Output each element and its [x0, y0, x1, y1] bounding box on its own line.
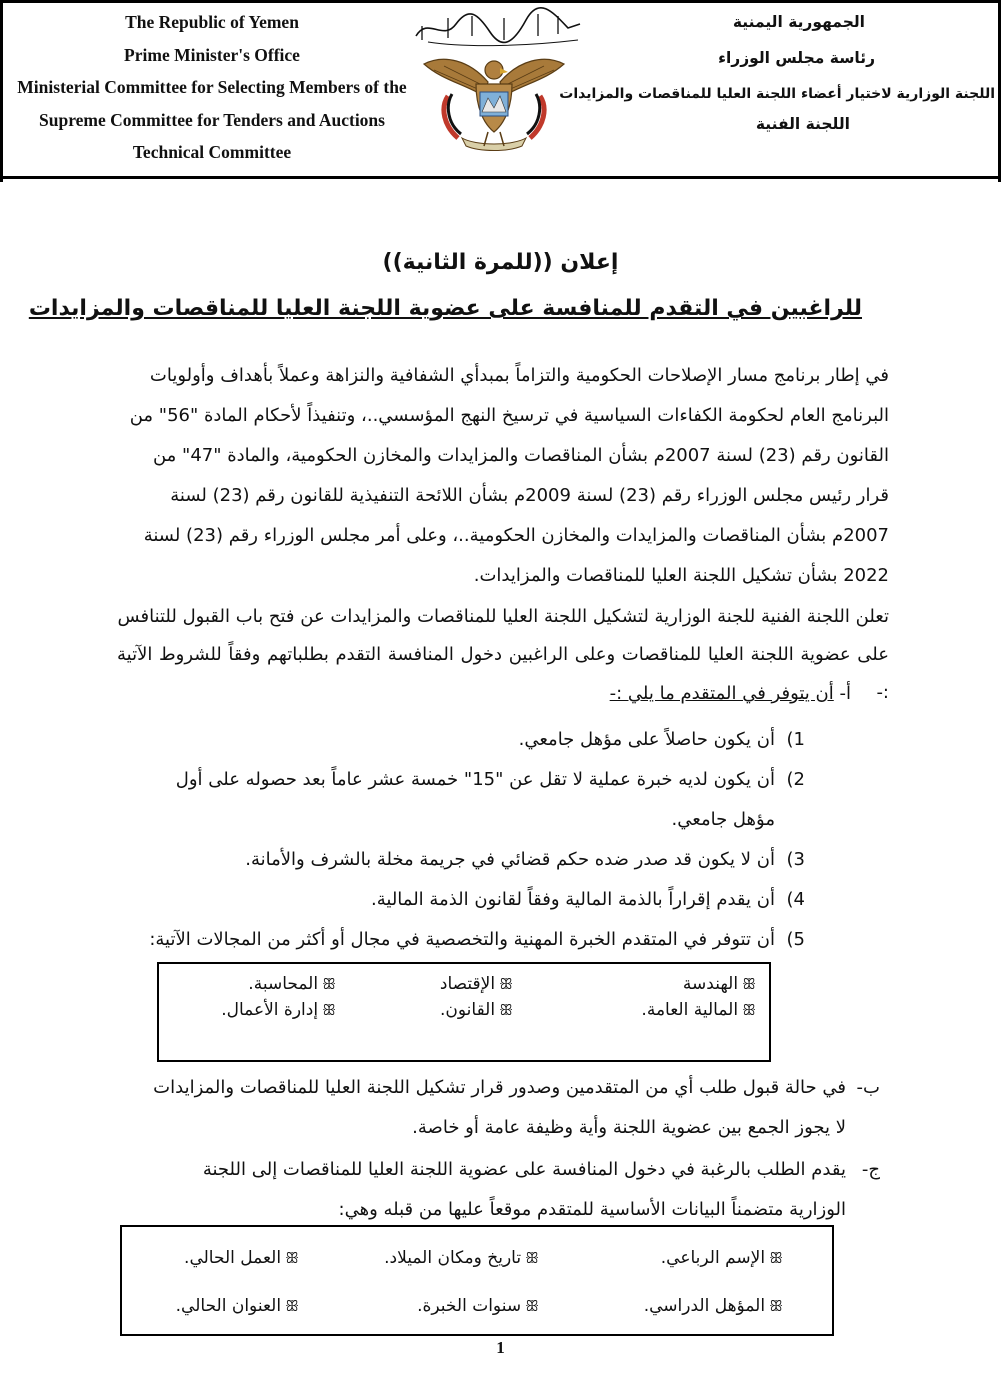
- data-item: ꕥالعمل الحالي.: [184, 1248, 299, 1268]
- english-letterhead: [2, 6, 422, 169]
- ar-header-line: اللجنة الفنية: [755, 115, 850, 133]
- condition-item: [519, 720, 805, 760]
- condition-text: أن يكون حاصلاً على مؤهل جامعي.: [518, 729, 775, 750]
- announcement-subtitle: للراغبين في التقدم للمنافسة على عضوية اللجنة العليا للمناقصات والمزايدات: [28, 296, 862, 321]
- data-item: ꕥتاريخ ومكان الميلاد.: [384, 1248, 539, 1268]
- section-c-line: يقدم الطلب بالرغبة في دخول المنافسة على عضوية اللجنة العليا للمناقصات إلى اللجنة: [202, 1159, 846, 1180]
- data-item: ꕥالمؤهل الدراسي.: [643, 1296, 783, 1316]
- section-a-heading: [610, 683, 851, 704]
- field-item: ꕥالقانون.: [439, 1000, 513, 1020]
- condition-number: 2): [786, 769, 805, 790]
- section-c: [124, 1150, 880, 1230]
- section-a-letter: أ-: [839, 683, 851, 704]
- bullet-icon: ꕥ: [322, 975, 336, 993]
- section-b-letter: ب-: [856, 1077, 880, 1098]
- en-header-line: Prime Minister's Office: [124, 44, 300, 65]
- section-b-line: في حالة قبول طلب أي من المتقدمين وصدور قرار تشكيل اللجنة العليا للمناقصات والمزايدات: [153, 1077, 846, 1098]
- condition-text: أن يقدم إقراراً بالذمة المالية وفقاً لقانون الذمة المالية.: [371, 889, 775, 910]
- bullet-icon: ꕥ: [499, 1001, 513, 1019]
- condition-text: أن لا يكون قد صدر ضده حكم قضائي في جريمة مخلة بالشرف والأمانة.: [245, 849, 775, 870]
- section-c-letter: ج-: [861, 1159, 880, 1180]
- en-header-line: The Republic of Yemen: [125, 12, 299, 32]
- field-item: ꕥإدارة الأعمال.: [221, 1000, 336, 1020]
- condition-item: [99, 760, 805, 840]
- header-divider: [0, 176, 1001, 179]
- bullet-icon: ꕥ: [742, 975, 756, 993]
- page-number: 1: [496, 1338, 505, 1357]
- field-item: ꕥالإقتصاد: [439, 974, 513, 994]
- condition-text: أن تتوفر في المتقدم الخبرة المهنية والتخصصية في مجال أو أكثر من المجالات الآتية:: [149, 929, 775, 950]
- intro-line: في إطار برنامج مسار الإصلاحات الحكومية والتزاماً بمبدأي الشفافية والنزاهة وعملاً بأهداف وأولويات: [149, 365, 889, 386]
- bullet-icon: ꕥ: [285, 1297, 299, 1315]
- bullet-icon: ꕥ: [742, 1001, 756, 1019]
- section-b: [124, 1068, 880, 1148]
- bullet-icon: ꕥ: [769, 1297, 783, 1315]
- section-b-line: لا يجوز الجمع بين عضوية اللجنة وأية وظيفة عامة أو خاصة.: [412, 1117, 846, 1138]
- condition-item: [245, 840, 805, 880]
- condition-number: 3): [786, 849, 805, 870]
- section-a-title: أن يتوفر في المتقدم ما يلي :-: [609, 683, 834, 704]
- arabic-letterhead: [559, 4, 995, 142]
- notice-line: تعلن اللجنة الفنية للجنة الوزارية لتشكيل اللجنة العليا للمناقصات والمزايدات عن فتح باب القبول للتنافس: [117, 606, 889, 627]
- ar-header-line: الجمهورية اليمنية: [732, 13, 865, 31]
- bullet-icon: ꕥ: [769, 1249, 783, 1267]
- en-header-line: Technical Committee: [132, 142, 292, 162]
- bullet-icon: ꕥ: [525, 1297, 539, 1315]
- bullet-icon: ꕥ: [285, 1249, 299, 1267]
- intro-line: 2022 بشأن تشكيل اللجنة العليا للمناقصات والمزايدات.: [473, 565, 889, 586]
- bullet-icon: ꕥ: [525, 1249, 539, 1267]
- section-c-line: الوزارية متضمناً البيانات الأساسية للمتقدم موقعاً عليها من قبله وهي:: [338, 1199, 846, 1220]
- intro-paragraph: [119, 356, 889, 596]
- intro-line: 2007م بشأن المناقصات والمزايدات والمخازن الحكومية..، وعلى أمر مجلس الوزراء رقم (23) لسنة: [143, 525, 889, 546]
- data-item: ꕥسنوات الخبرة.: [417, 1296, 539, 1316]
- field-item: ꕥالمحاسبة.: [248, 974, 336, 994]
- condition-number: 4): [786, 889, 805, 910]
- condition-number: 5): [786, 929, 805, 950]
- ar-header-line: رئاسة مجلس الوزراء: [718, 49, 875, 67]
- condition-number: 1): [786, 729, 805, 750]
- announcement-title: إعلان ((للمرة الثانية)): [382, 250, 619, 275]
- applicant-data-box: [120, 1225, 834, 1336]
- condition-item: [149, 920, 805, 960]
- condition-item: [371, 880, 805, 920]
- intro-line: البرنامج العام لحكومة الكفاءات السياسية في ترسيخ النهج المؤسسي..، وتنفيذاً لأحكام المادة "56" من: [129, 405, 889, 426]
- condition-continuation: مؤهل جامعي.: [671, 809, 775, 830]
- bullet-icon: ꕥ: [322, 1001, 336, 1019]
- en-header-line: Supreme Committee for Tenders and Auctions: [39, 109, 385, 130]
- yemen-eagle-emblem-icon: [414, 46, 574, 156]
- data-item: ꕥالعنوان الحالي.: [175, 1296, 299, 1316]
- ar-header-line: اللجنة الوزارية لاختيار أعضاء اللجنة العليا للمناقصات والمزايدات: [559, 86, 995, 102]
- bullet-icon: ꕥ: [499, 975, 513, 993]
- notice-line: على عضوية اللجنة العليا للمناقصات وعلى الراغبين دخول المنافسة التقدم بطلباتهم وفقاً للشروط الآتية :-: [117, 644, 889, 703]
- intro-line: القانون رقم (23) لسنة 2007م بشأن المناقصات والمزايدات والمخازن الحكومية، والمادة "47" من: [152, 445, 889, 466]
- intro-line: قرار رئيس مجلس الوزراء رقم (23) لسنة 2009م بشأن اللائحة التنفيذية للقانون رقم (23) لسنة: [170, 485, 889, 506]
- condition-text: أن يكون لديه خبرة عملية لا تقل عن "15" خمسة عشر عاماً بعد حصوله على أول: [175, 769, 775, 790]
- en-header-line: Ministerial Committee for Selecting Members of the: [17, 77, 407, 97]
- frame-top-border: [0, 0, 1001, 3]
- field-item: ꕥالهندسة: [682, 974, 756, 994]
- data-item: ꕥالإسم الرباعي.: [660, 1248, 783, 1268]
- basmala-calligraphy: [408, 6, 588, 48]
- field-item: ꕥالمالية العامة.: [641, 1000, 756, 1020]
